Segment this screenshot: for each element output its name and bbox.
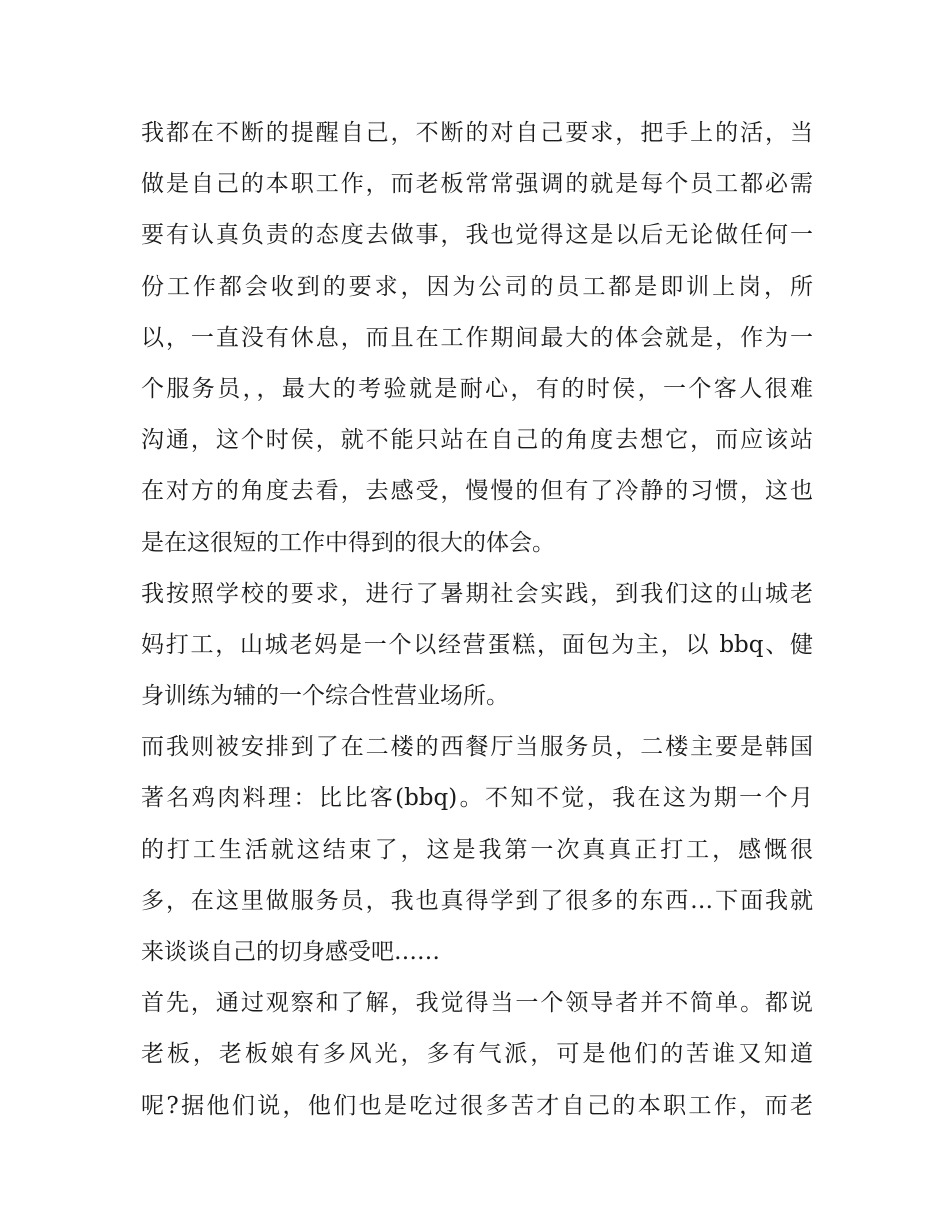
paragraph-1-line-8: 在对方的角度去看，去感受，慢慢的但有了冷静的习惯，这也	[141, 478, 813, 505]
paragraph-2-line-3: 身训练为辅的一个综合性营业场所。	[141, 683, 509, 710]
paragraph-4-line-2: 老板，老板娘有多风光，多有气派，可是他们的苦谁又知道	[141, 1041, 813, 1068]
paragraph-1-line-4: 份工作都会收到的要求，因为公司的员工都是即训上岗，所	[141, 273, 813, 300]
paragraph-1-line-1: 我都在不断的提醒自己，不断的对自己要求，把手上的活，当	[141, 120, 813, 146]
paragraph-1-line-9: 是在这很短的工作中得到的很大的体会。	[141, 529, 555, 556]
paragraph-1-line-3: 要有认真负责的态度去做事，我也觉得这是以后无论做任何一	[141, 222, 813, 249]
paragraph-4-line-1: 首先，通过观察和了解，我觉得当一个领导者并不简单。都说	[141, 990, 813, 1017]
paragraph-3-line-5: 来谈谈自己的切身感受吧……	[141, 939, 440, 965]
paragraph-3-line-3: 的打工生活就这结束了，这是我第一次真真正打工，感慨很	[141, 836, 813, 863]
document-body	[141, 108, 813, 1132]
paragraph-4-line-3: 呢?据他们说，他们也是吃过很多苦才自己的本职工作，而老	[141, 1092, 813, 1119]
paragraph-3-line-4: 多，在这里做服务员，我也真得学到了很多的东西…下面我就	[141, 887, 813, 914]
paragraph-1-line-2: 做是自己的本职工作，而老板常常强调的就是每个员工都必需	[141, 171, 813, 198]
paragraph-1-line-6: 个服务员，，最大的考验就是耐心，有的时侯，一个客人很难	[141, 375, 813, 402]
paragraph-1-line-7: 沟通，这个时侯，就不能只站在自己的角度去想它，而应该站	[141, 427, 813, 454]
paragraph-2-line-2: 妈打工，山城老妈是一个以经营蛋糕，面包为主，以 bbq、健	[141, 631, 813, 658]
paragraph-3-line-2: 著名鸡肉料理：比比客(bbq)。不知不觉，我在这为期一个月	[141, 785, 813, 812]
paragraph-3-line-1: 而我则被安排到了在二楼的西餐厅当服务员，二楼主要是韩国	[141, 734, 813, 761]
paragraph-2-line-1: 我按照学校的要求，进行了暑期社会实践，到我们这的山城老	[141, 580, 813, 607]
paragraph-1-line-5: 以，一直没有休息，而且在工作期间最大的体会就是，作为一	[141, 324, 813, 351]
